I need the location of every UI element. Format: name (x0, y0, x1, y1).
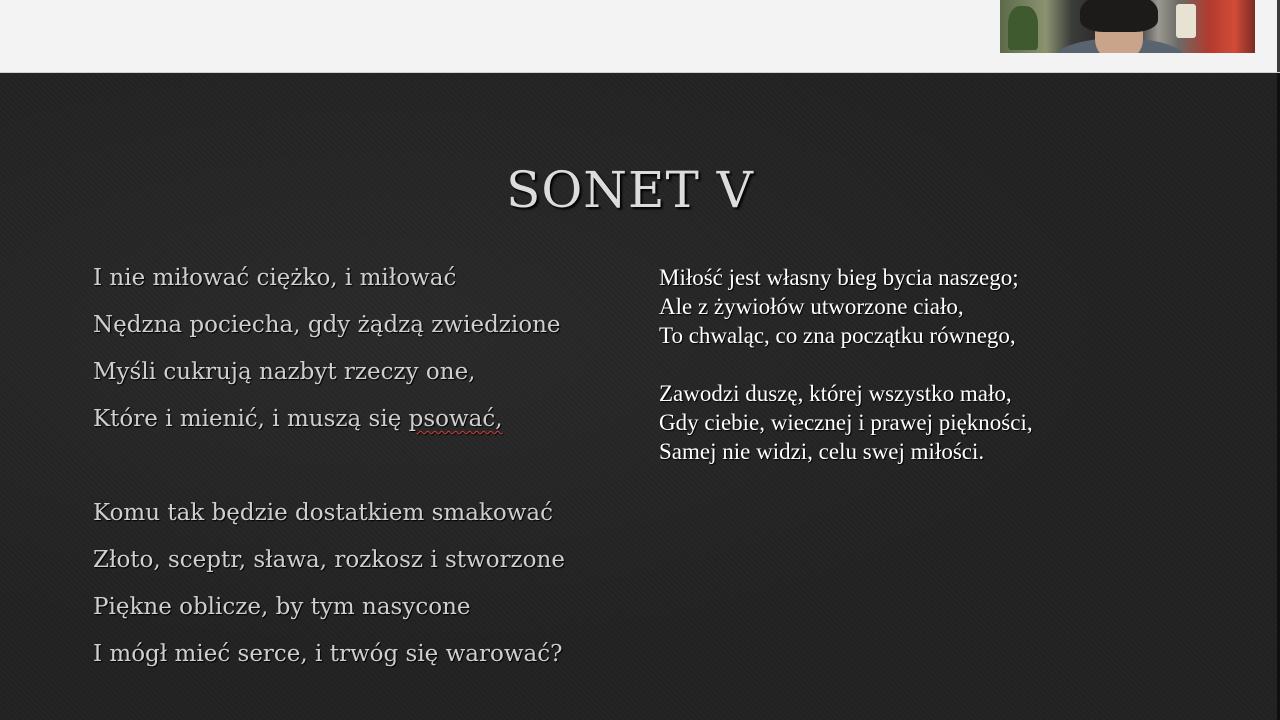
poem-right-column (659, 263, 1219, 466)
poem-line: Złoto, sceptr, sława, rozkosz i stworzone (93, 547, 565, 573)
slide-title: SONET V (506, 161, 754, 219)
webcam-person-hair (1080, 0, 1158, 32)
poem-line: Nędzna pociecha, gdy żądzą zwiedzione (93, 312, 561, 338)
webcam-lamp (1176, 4, 1196, 38)
poem-line-text: Które i mienić, i muszą się (93, 406, 409, 432)
webcam-plant (1008, 6, 1038, 50)
poem-line: To chwaląc, co zna początku równego, (659, 323, 1016, 348)
poem-line (93, 399, 633, 446)
poem-line: Ale z żywiołów utworzone ciało, (659, 294, 964, 319)
poem-line: Zawodzi duszę, której wszystko mało, (659, 381, 1012, 406)
stanza-gap (93, 446, 633, 493)
poem-line: Myśli cukrują nazbyt rzeczy one, (93, 359, 476, 385)
poem-line: Gdy ciebie, wiecznej i prawej piękności, (659, 410, 1033, 435)
webcam-thumbnail[interactable] (1000, 0, 1255, 53)
stanza-gap (659, 350, 1219, 379)
poem-line: Samej nie widzi, celu swej miłości. (659, 439, 985, 464)
poem-line: I mógł mieć serce, i trwóg się warować? (93, 641, 563, 667)
poem-line: Komu tak będzie dostatkiem smakować (93, 500, 553, 526)
spellcheck-flagged-word[interactable]: psować, (408, 406, 503, 432)
poem-line: I nie miłować ciężko, i miłować (93, 265, 457, 291)
poem-left-column (93, 258, 633, 681)
poem-line: Miłość jest własny bieg bycia naszego; (659, 265, 1019, 290)
poem-line: Piękne oblicze, by tym nasycone (93, 594, 471, 620)
